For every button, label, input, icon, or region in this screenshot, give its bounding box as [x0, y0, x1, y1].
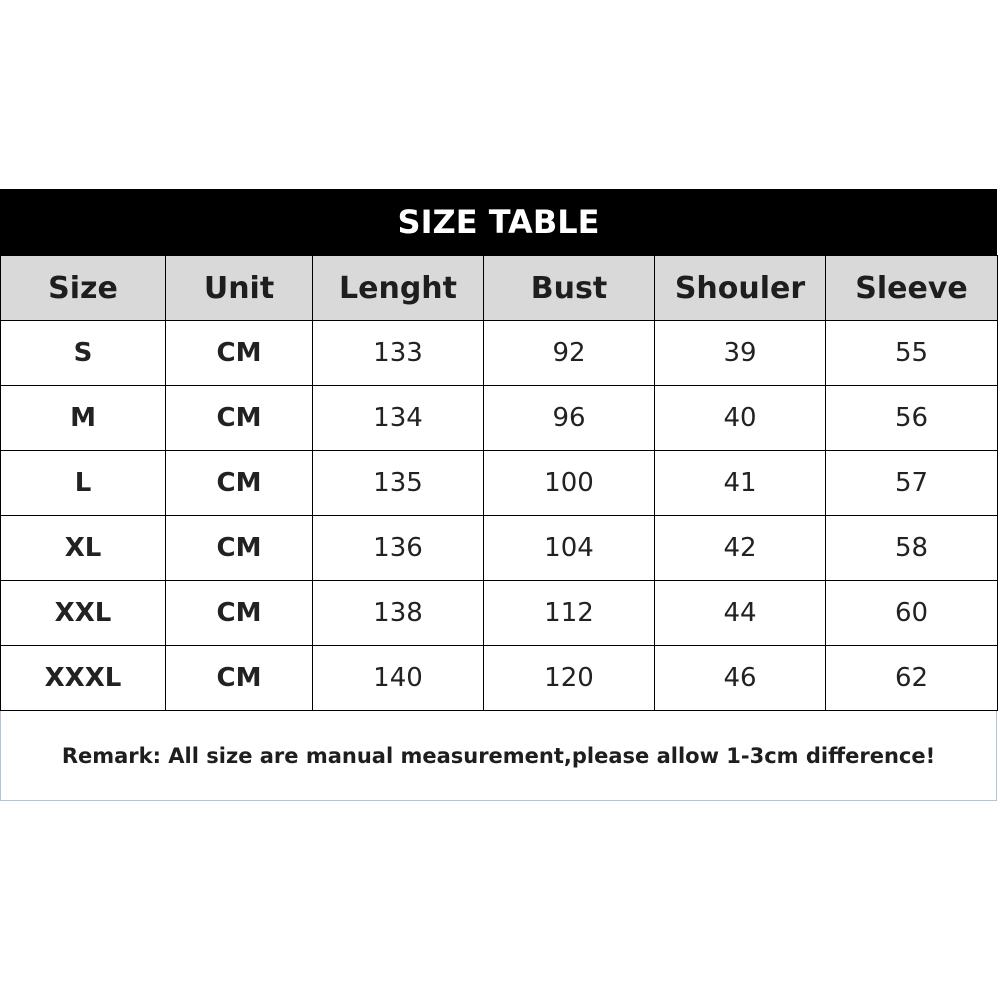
table-row — [1, 516, 998, 581]
header-sleeve: Sleeve — [826, 256, 998, 321]
cell-length: 136 — [313, 516, 484, 581]
size-table — [0, 255, 998, 711]
cell-size: S — [1, 321, 166, 386]
cell-bust: 104 — [484, 516, 655, 581]
cell-bust: 112 — [484, 581, 655, 646]
cell-bust: 96 — [484, 386, 655, 451]
cell-bust: 120 — [484, 646, 655, 711]
cell-sleeve: 62 — [826, 646, 998, 711]
cell-unit: CM — [166, 321, 313, 386]
cell-sleeve: 56 — [826, 386, 998, 451]
cell-unit: CM — [166, 581, 313, 646]
cell-shoulder: 40 — [655, 386, 826, 451]
size-chart — [0, 189, 997, 801]
header-bust: Bust — [484, 256, 655, 321]
remark-text: Remark: All size are manual measurement,please allow 1-3cm difference! — [0, 711, 997, 801]
cell-shoulder: 42 — [655, 516, 826, 581]
cell-size: XXL — [1, 581, 166, 646]
header-row — [1, 256, 998, 321]
cell-sleeve: 58 — [826, 516, 998, 581]
cell-shoulder: 44 — [655, 581, 826, 646]
cell-shoulder: 39 — [655, 321, 826, 386]
header-shoulder: Shouler — [655, 256, 826, 321]
cell-unit: CM — [166, 386, 313, 451]
cell-unit: CM — [166, 516, 313, 581]
cell-sleeve: 57 — [826, 451, 998, 516]
cell-sleeve: 60 — [826, 581, 998, 646]
cell-length: 138 — [313, 581, 484, 646]
cell-unit: CM — [166, 646, 313, 711]
cell-size: L — [1, 451, 166, 516]
cell-length: 134 — [313, 386, 484, 451]
cell-shoulder: 46 — [655, 646, 826, 711]
table-row — [1, 646, 998, 711]
table-row — [1, 451, 998, 516]
cell-size: XL — [1, 516, 166, 581]
cell-bust: 92 — [484, 321, 655, 386]
table-row — [1, 581, 998, 646]
table-row — [1, 321, 998, 386]
chart-title: SIZE TABLE — [0, 189, 997, 255]
cell-sleeve: 55 — [826, 321, 998, 386]
header-size: Size — [1, 256, 166, 321]
cell-length: 135 — [313, 451, 484, 516]
header-length: Lenght — [313, 256, 484, 321]
cell-length: 133 — [313, 321, 484, 386]
cell-unit: CM — [166, 451, 313, 516]
cell-bust: 100 — [484, 451, 655, 516]
cell-shoulder: 41 — [655, 451, 826, 516]
header-unit: Unit — [166, 256, 313, 321]
cell-size: M — [1, 386, 166, 451]
cell-length: 140 — [313, 646, 484, 711]
table-row — [1, 386, 998, 451]
cell-size: XXXL — [1, 646, 166, 711]
